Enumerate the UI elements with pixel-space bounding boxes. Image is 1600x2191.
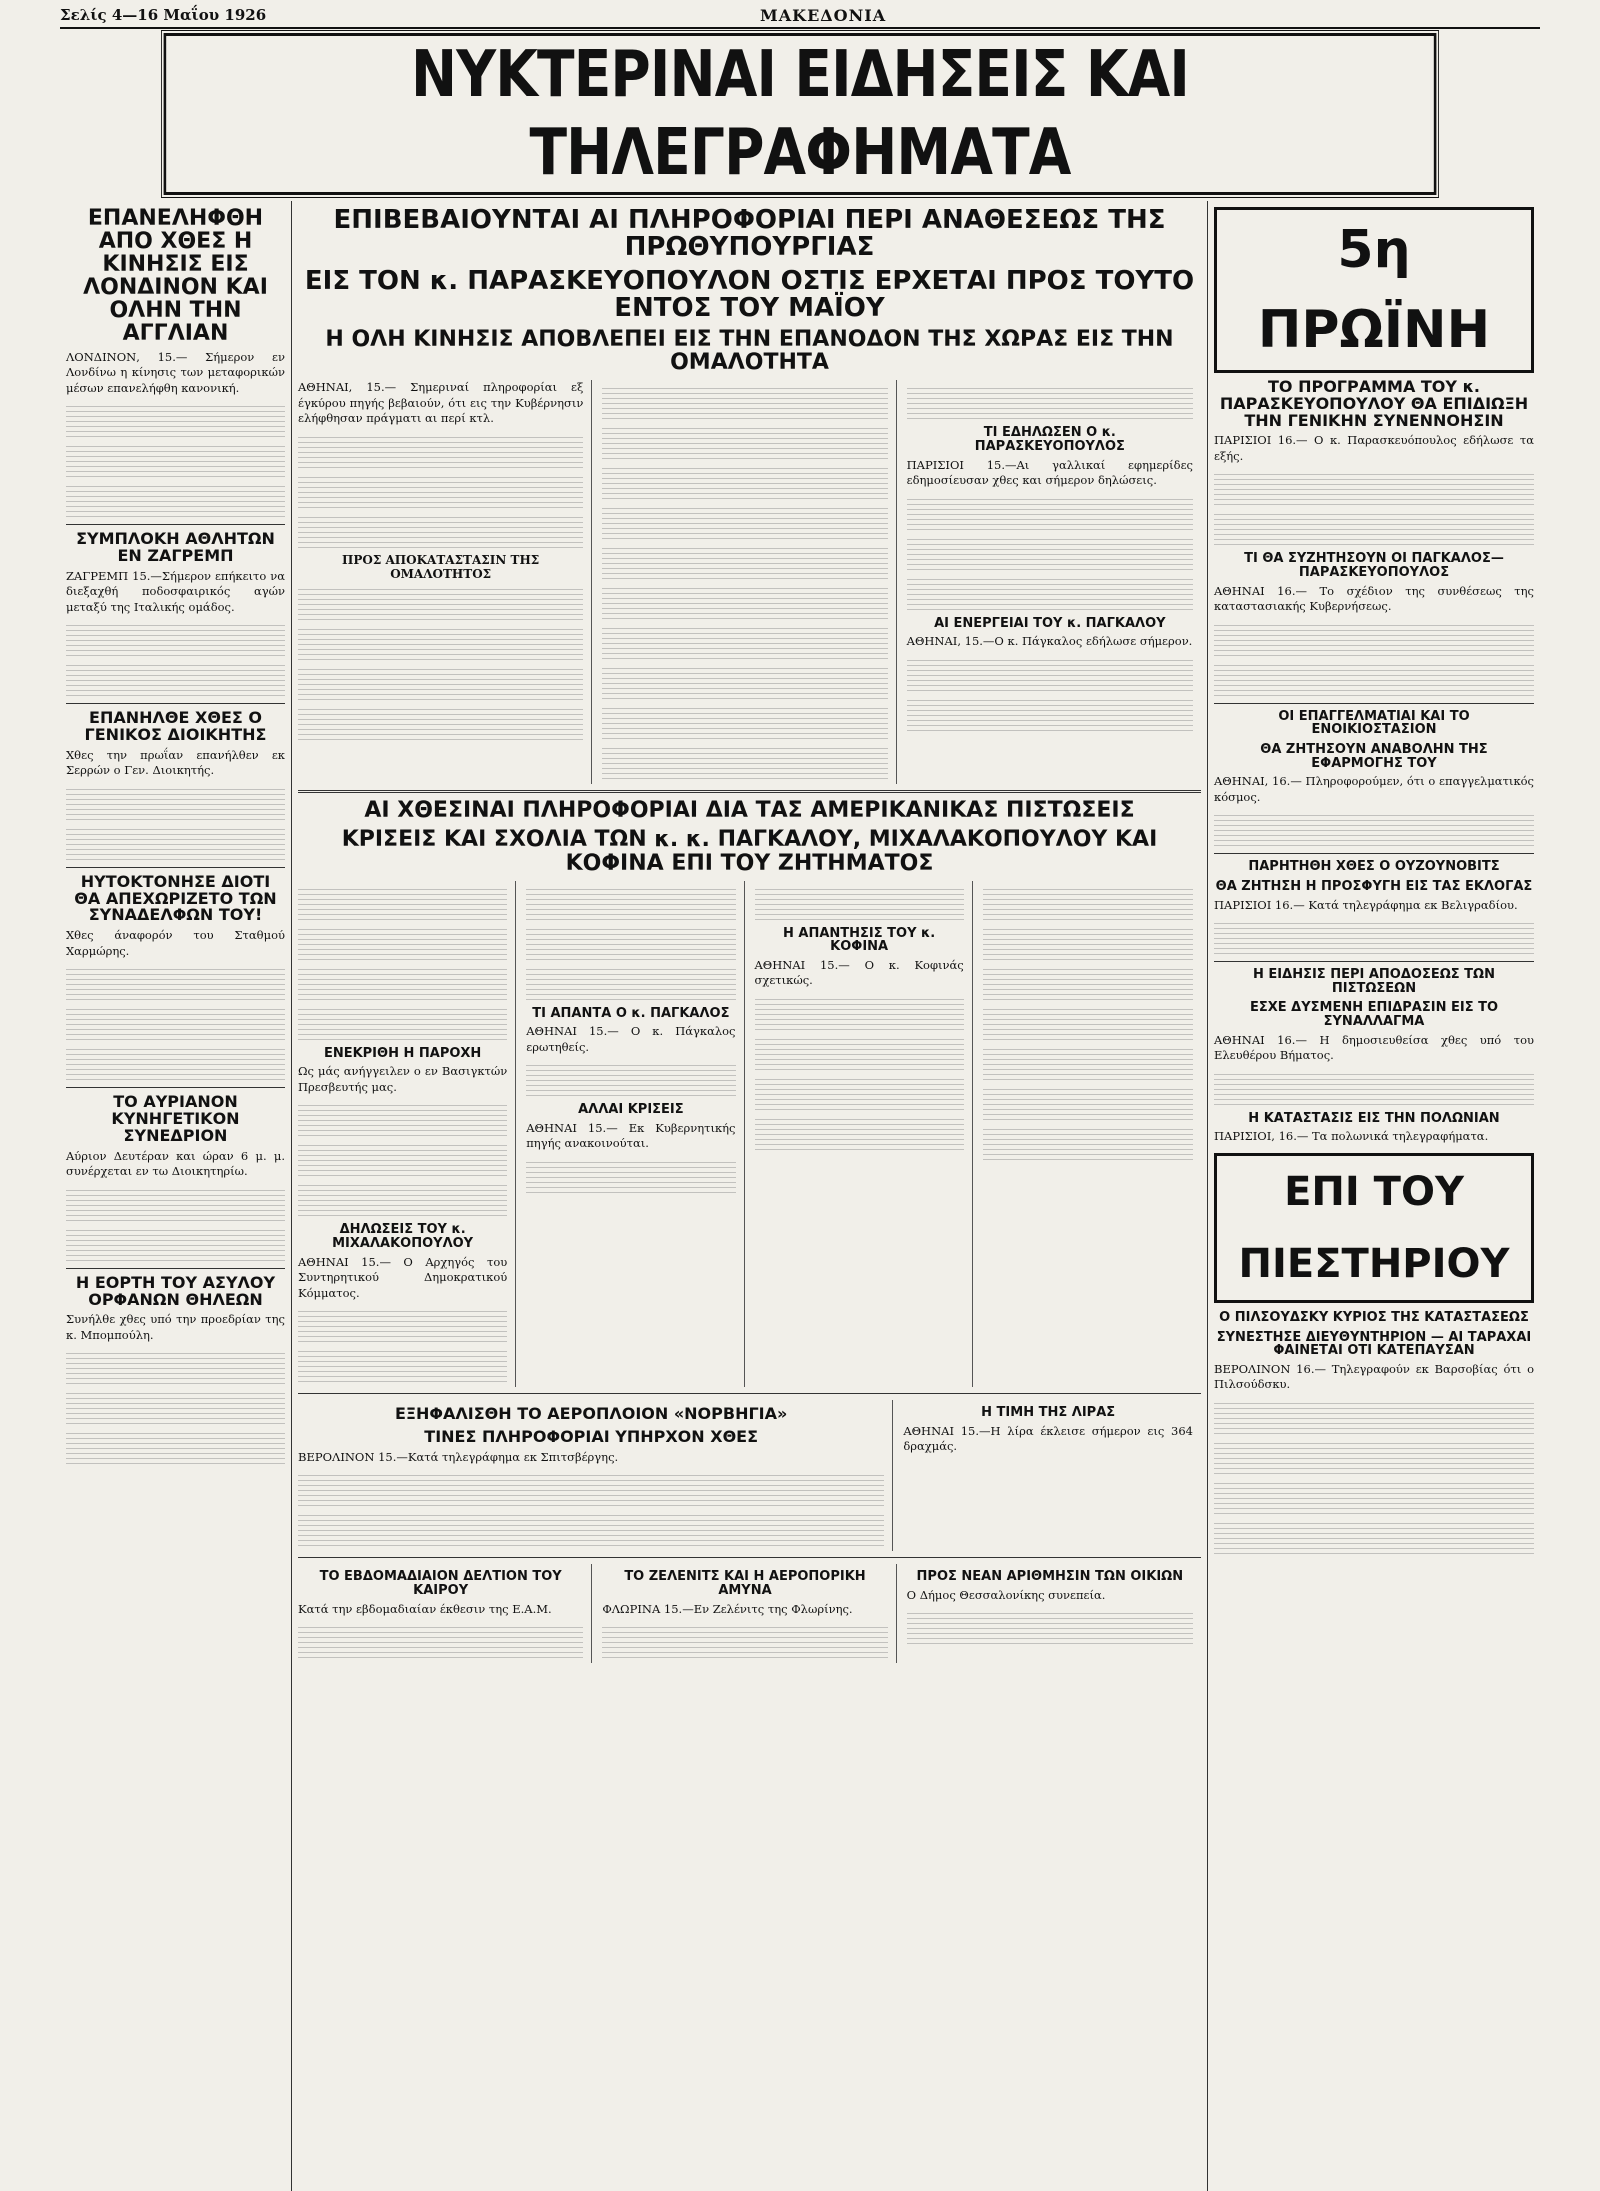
article [66,207,285,518]
article-headline: Η ΤΙΜΗ ΤΗΣ ΛΙΡΑΣ [981,1405,1116,1421]
article [66,1272,285,1466]
article-headline: ΗΥΤΟΚΤΟΝΗΣΕ ΔΙΟΤΙ ΘΑ ΑΠΕΧΩΡΙΖΕΤΟ ΤΩΝ ΣΥΝΑΔΕΛΦΩΝ ΤΟΥ! [74,871,277,925]
article [66,1094,285,1261]
article-headline: ΠΑΡΗΤΗΘΗ ΧΘΕΣ Ο ΟΥΖΟΥΝΟΒΙΤΣ [1248,859,1500,875]
article-headline: ΑΛΛΑΙ ΚΡΙΣΕΙΣ [578,1102,684,1118]
article-headline-2: ΣΥΝΕΣΤΗΣΕ ΔΙΕΥΘΥΝΤΗΡΙΟΝ — ΑΙ ΤΑΡΑΧΑΙ ΦΑΙΝΕΤΑΙ ΟΤΙ ΚΑΤΕΠΑΥΣΑΝ [1216,1329,1532,1359]
press-banner: ΕΠΙ ΤΟΥ ΠΙΕΣΤΗΡΙΟΥ [1214,1153,1534,1303]
page-header [60,6,1540,29]
article-headline: ΑΙ ΕΝΕΡΓΕΙΑΙ ΤΟΥ κ. ΠΑΓΚΑΛΟΥ [934,615,1166,631]
article-headline: ΤΟ ΕΒΔΟΜΑΔΙΑΙΟΝ ΔΕΛΤΙΟΝ ΤΟΥ ΚΑΙΡΟΥ [319,1569,562,1598]
article-headline: ΤΙ ΕΔΗΛΩΣΕΝ Ο κ. ΠΑΡΑΣΚΕΥΟΠΟΥΛΟΣ [974,425,1125,455]
article-text: ΑΘΗΝΑΙ 15.— Ο κ. Πάγκαλος ερωτηθείς. [526,1024,736,1054]
article-text: ΑΘΗΝΑΙ 15.— Ο Αρχηγός του Συντηρητικού Δημοκρατικού Κόμματος. [298,1254,508,1300]
article-headline: Η ΕΙΔΗΣΙΣ ΠΕΡΙ ΑΠΟΔΟΣΕΩΣ ΤΩΝ ΠΙΣΤΩΣΕΩΝ [1253,967,1495,996]
article-text: ΑΘΗΝΑΙ 16.— Η δημοσιευθείσα χθες υπό του Ελευθέρου Βήματος. [1214,1032,1534,1063]
article-text: ΑΘΗΝΑΙ 15.—Η λίρα έκλεισε σήμερον εις 364 δραχμάς. [903,1423,1193,1454]
article-text: ΖΑΓΡΕΜΠ 15.—Σήμερον επήκειτο να διεξαχθή ποδοσφαιρικός αγών μεταξύ της Ιταλικής ομάδος. [66,568,285,614]
article-text: ΑΘΗΝΑΙ, 15.—Ο κ. Πάγκαλος εδήλωσε σήμερον. [906,634,1193,649]
article-headline: ΕΝΕΚΡΙΘΗ Η ΠΑΡΟΧΗ [323,1045,482,1061]
article [66,710,285,861]
article-text: ΒΕΡΟΛΙΝΟΝ 15.—Κατά τηλεγράφημα εκ Σπιτσβέργης. [298,1449,619,1464]
article-headline: ΕΠΑΝΕΛΗΦΘΗ ΑΠΟ ΧΘΕΣ Η ΚΙΝΗΣΙΣ ΕΙΣ ΛΟΝΔΙΝΟΝ ΚΑΙ ΟΛΗΝ ΤΗΝ ΑΓΓΛΙΑΝ [83,206,268,347]
article-headline: ΤΟ ΠΡΟΓΡΑΜΜΑ ΤΟΥ κ. ΠΑΡΑΣΚΕΥΟΠΟΥΛΟΥ ΘΑ ΕΠΙΔΙΩΞΗ ΤΗΝ ΓΕΝΙΚΗΝ ΣΥΝΕΝΝΟΗΣΙΝ [1219,377,1529,430]
article-headline-2: ΘΑ ΖΗΤΗΣΟΥΝ ΑΝΑΒΟΛΗΝ ΤΗΣ ΕΦΑΡΜΟΓΗΣ ΤΟΥ [1260,742,1488,771]
article-text: ΠΑΡΙΣΙΟΙ, 16.— Τα πολωνικά τηλεγραφήματα. [1214,1129,1489,1144]
article-text: ΦΛΩΡΙΝΑ 15.—Εν Ζελένιτς της Φλωρίνης. [602,1601,853,1616]
article-text: ΑΘΗΝΑΙ, 15.— Σημεριναί πληροφορίαι εξ έγκύρου πηγής βεβαιούν, ότι εις την Κυβέρνησιν ελήφθησαν πράγματι αι περί κτλ. [298,380,584,426]
article-text: Ως μάς ανήγγειλεν ο εν Βασιγκτών Πρεσβευτής μας. [298,1064,508,1094]
article-text: ΛΟΝΔΙΝΟΝ, 15.— Σήμερον εν Λονδίνω η κίνησις των μεταφορικών μέσων επανελήφθη κανονική. [66,349,285,395]
section-banner: ΝΥΚΤΕΡΙΝΑΙ ΕΙΔΗΣΕΙΣ ΚΑΙ ΤΗΛΕΓΡΑΦΗΜΑΤΑ [164,33,1437,195]
article [66,531,285,697]
article-headline: Ο ΠΙΛΣΟΥΔΣΚΥ ΚΥΡΙΟΣ ΤΗΣ ΚΑΤΑΣΤΑΣΕΩΣ [1219,1309,1529,1325]
article-headline: ΤΙ ΘΑ ΣΥΖΗΤΗΣΟΥΝ ΟΙ ΠΑΓΚΑΛΟΣ—ΠΑΡΑΣΚΕΥΟΠΟΥΛΟΣ [1244,551,1504,581]
article-text: ΠΑΡΙΣΙΟΙ 16.— Κατά τηλεγράφημα εκ Βελιγραδίου. [1214,897,1518,912]
article-text: ΑΘΗΝΑΙ 16.— Το σχέδιον της συνθέσεως της καταστασιακής Κυβερνήσεως. [1214,583,1534,614]
main-headline: ΕΠΙΒΕΒΑΙΟΥΝΤΑΙ ΑΙ ΠΛΗΡΟΦΟΡΙΑΙ ΠΕΡΙ ΑΝΑΘΕΣΕΩΣ ΤΗΣ ΠΡΩΘΥΠΟΥΡΓΙΑΣ [333,205,1166,263]
section-headline-2: ΚΡΙΣΕΙΣ ΚΑΙ ΣΧΟΛΙΑ ΤΩΝ κ. κ. ΠΑΓΚΑΛΟΥ, ΜΙΧΑΛΑΚΟΠΟΥΛΟΥ ΚΑΙ ΚΟΦΙΝΑ ΕΠΙ ΤΟΥ ΖΗΤΗΜΑΤΟΣ [341,827,1158,876]
article-headline-2: ΤΙΝΕΣ ΠΛΗΡΟΦΟΡΙΑΙ ΥΠΗΡΧΟΝ ΧΘΕΣ [424,1426,759,1446]
article-headline: ΠΡΟΣ ΝΕΑΝ ΑΡΙΘΜΗΣΙΝ ΤΩΝ ΟΙΚΙΩΝ [916,1569,1184,1585]
article-headline: Η ΚΑΤΑΣΤΑΣΙΣ ΕΙΣ ΤΗΝ ΠΟΛΩΝΙΑΝ [1248,1110,1500,1126]
right-column [1208,201,1540,2191]
article-headline: Η ΑΠΑΝΤΗΣΙΣ ΤΟΥ κ. ΚΟΦΙΝΑ [783,925,936,955]
center-column [292,201,1208,2191]
article-headline-2: ΘΑ ΖΗΤΗΣΗ Η ΠΡΟΣΦΥΓΗ ΕΙΣ ΤΑΣ ΕΚΛΟΓΑΣ [1215,878,1533,894]
article-text: Ο Δήμος Θεσσαλονίκης συνεπεία. [906,1587,1106,1602]
article-headline: ΟΙ ΕΠΑΓΓΕΛΜΑΤΙΑΙ ΚΑΙ ΤΟ ΕΝΟΙΚΙΟΣΤΑΣΙΟΝ [1278,708,1470,738]
article-text: Χθες την πρωΐαν επανήλθεν εκ Σερρών ο Γεν. Διοικητής. [66,747,285,778]
edition-box: 5η ΠΡΩΪΝΗ [1214,207,1534,373]
section-headline: ΑΙ ΧΘΕΣΙΝΑΙ ΠΛΗΡΟΦΟΡΙΑΙ ΔΙΑ ΤΑΣ ΑΜΕΡΙΚΑΝΙΚΑΣ ΠΙΣΤΩΣΕΙΣ [364,798,1135,824]
page-date: Σελίς 4—16 Μαΐου 1926 [60,6,267,24]
article-headline: ΤΙ ΑΠΑΝΤΑ Ο κ. ΠΑΓΚΑΛΟΣ [532,1005,730,1021]
article-text: ΑΘΗΝΑΙ 15.— Εκ Κυβερνητικής πηγής ανακοινούται. [526,1120,736,1151]
article-text: ΒΕΡΟΛΙΝΟΝ 16.— Τηλεγραφούν εκ Βαρσοβίας ότι ο Πιλσούδσκυ. [1214,1361,1534,1392]
subheading: ΠΡΟΣ ΑΠΟΚΑΤΑΣΤΑΣΙΝ ΤΗΣ ΟΜΑΛΟΤΗΤΟΣ [342,552,540,581]
article-headline: ΕΠΑΝΗΛΘΕ ΧΘΕΣ Ο ΓΕΝΙΚΟΣ ΔΙΟΙΚΗΤΗΣ [84,708,267,745]
article-text: Αύριον Δευτέραν και ώραν 6 μ. μ. συνέρχεται εν τω Διοικητηρίω. [66,1148,285,1179]
article-headline: ΣΥΜΠΛΟΚΗ ΑΘΛΗΤΩΝ ΕΝ ΖΑΓΡΕΜΠ [76,529,275,565]
newspaper-name: ΜΑΚΕΔΟΝΙΑ [760,6,887,25]
article-headline: ΕΞΗΦΑΛΙΣΘΗ ΤΟ ΑΕΡΟΠΛΟΙΟΝ «ΝΟΡΒΗΓΙΑ» [394,1404,788,1424]
article-text: Κατά την εβδομαδιαίαν έκθεσιν της Ε.Α.Μ. [298,1601,552,1616]
article-text: Συνήλθε χθες υπό την προεδρίαν της κ. Μπομπούλη. [66,1312,285,1342]
article-text: ΠΑΡΙΣΙΟΙ 16.— Ο κ. Παρασκευόπουλος εδήλωσε τα εξής. [1214,433,1534,463]
article-text: ΑΘΗΝΑΙ 15.— Ο κ. Κοφινάς σχετικώς. [754,957,964,988]
article-headline: ΔΗΛΩΣΕΙΣ ΤΟΥ κ. ΜΙΧΑΛΑΚΟΠΟΥΛΟΥ [332,1222,474,1251]
article-headline: ΤΟ ΖΕΛΕΝΙΤΣ ΚΑΙ Η ΑΕΡΟΠΟΡΙΚΗ ΑΜΥΝΑ [624,1569,866,1598]
article-text: Χθες άναφορόν του Σταθμού Χαρμώρης. [66,928,285,958]
main-headline-3: Η ΟΛΗ ΚΙΝΗΣΙΣ ΑΠΟΒΛΕΠΕΙ ΕΙΣ ΤΗΝ ΕΠΑΝΟΔΟΝ ΤΗΣ ΧΩΡΑΣ ΕΙΣ ΤΗΝ ΟΜΑΛΟΤΗΤΑ [325,327,1174,376]
article-text: ΠΑΡΙΣΙΟΙ 15.—Αι γαλλικαί εφημερίδες εδημοσίευσαν χθες και σήμερον δηλώσεις. [906,457,1193,488]
main-headline-2: ΕΙΣ ΤΟΝ κ. ΠΑΡΑΣΚΕΥΟΠΟΥΛΟΝ ΟΣΤΙΣ ΕΡΧΕΤΑΙ ΠΡΟΣ ΤΟΥΤΟ ΕΝΤΟΣ ΤΟΥ ΜΑΪΟΥ [304,265,1195,323]
left-column [60,201,292,2191]
article-headline: ΤΟ ΑΥΡΙΑΝΟΝ ΚΥΝΗΓΕΤΙΚΟΝ ΣΥΝΕΔΡΙΟΝ [111,1092,240,1145]
article-headline: Η ΕΟΡΤΗ ΤΟΥ ΑΣΥΛΟΥ ΟΡΦΑΝΩΝ ΘΗΛΕΩΝ [75,1272,276,1309]
article-headline-2: ΕΣΧΕ ΔΥΣΜΕΝΗ ΕΠΙΔΡΑΣΙΝ ΕΙΣ ΤΟ ΣΥΝΑΛΛΑΓΜΑ [1249,1000,1499,1030]
article [66,871,285,1081]
article-text: ΑΘΗΝΑΙ, 16.— Πληροφορούμεν, ότι ο επαγγελματικός κόσμος. [1214,774,1534,804]
